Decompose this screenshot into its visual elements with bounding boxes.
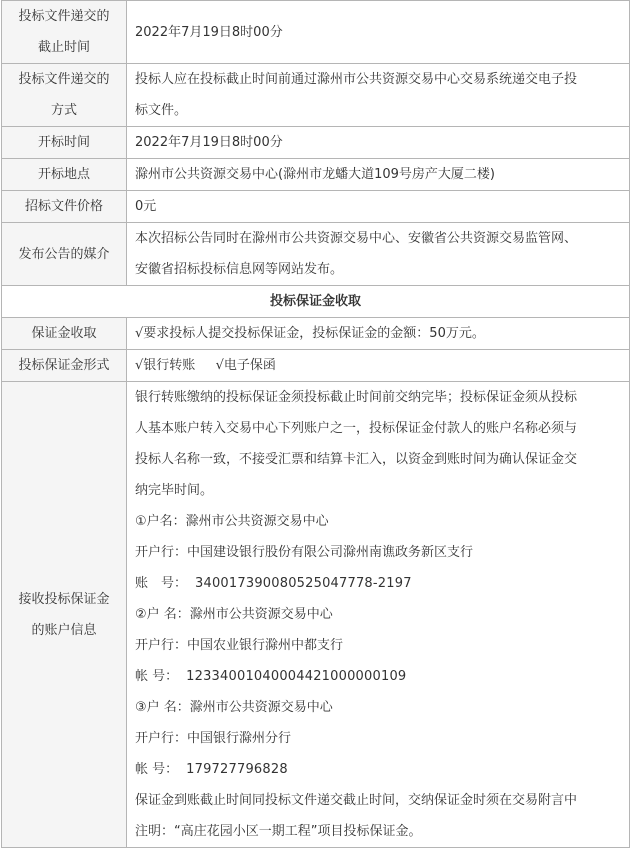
section-title: 投标保证金收取 bbox=[2, 286, 630, 318]
row-deposit-form bbox=[2, 350, 630, 382]
value-method: 投标人应在投标截止时间前通过滁州市公共资源交易中心交易系统递交电子投 标文件。 bbox=[127, 64, 630, 127]
label-price: 招标文件价格 bbox=[2, 191, 127, 223]
row-method bbox=[2, 64, 630, 127]
label-deposit-form: 投标保证金形式 bbox=[2, 350, 127, 382]
value-open-time: 2022年7月19日8时00分 bbox=[127, 127, 630, 159]
account-2-name: ②户 名：滁州市公共资源交易中心 bbox=[135, 607, 333, 622]
row-open-time bbox=[2, 127, 630, 159]
value-open-place: 滁州市公共资源交易中心(滁州市龙蟠大道109号房产大厦二楼) bbox=[127, 159, 630, 191]
account-1-bank: 开户行：中国建设银行股份有限公司滁州南谯政务新区支行 bbox=[135, 545, 474, 560]
option-bank-transfer: 银行转账 bbox=[143, 358, 196, 373]
row-open-place bbox=[2, 159, 630, 191]
label-deposit: 保证金收取 bbox=[2, 318, 127, 350]
accounts-note: 保证金到账截止时间同投标文件递交截止时间，交纳保证金时须在交易附言中 bbox=[135, 793, 578, 808]
checkmark-icon: √ bbox=[215, 358, 224, 373]
row-media bbox=[2, 223, 630, 286]
label-media: 发布公告的媒介 bbox=[2, 223, 127, 286]
value-deposit bbox=[127, 318, 630, 350]
tender-info-table bbox=[1, 0, 630, 848]
row-deposit bbox=[2, 318, 630, 350]
row-section-title bbox=[2, 286, 630, 318]
account-1-name: ①户名：滁州市公共资源交易中心 bbox=[135, 514, 329, 529]
value-deposit-form bbox=[127, 350, 630, 382]
deposit-text: 要求投标人提交投标保证金，投标保证金的金额：50万元。 bbox=[143, 326, 485, 341]
label-open-time: 开标时间 bbox=[2, 127, 127, 159]
option-e-guarantee: 电子保函 bbox=[223, 358, 276, 373]
label-deadline: 投标文件递交的 截止时间 bbox=[2, 1, 127, 64]
checkmark-icon: √ bbox=[135, 326, 144, 341]
account-3-name: ③户 名：滁州市公共资源交易中心 bbox=[135, 700, 333, 715]
account-1-number: 账 号： 340017390080525047778-2197 bbox=[135, 576, 412, 591]
accounts-intro: 银行转账缴纳的投标保证金须投标截止时间前交纳完毕；投标保证金须从投标 bbox=[135, 390, 578, 405]
value-accounts: 银行转账缴纳的投标保证金须投标截止时间前交纳完毕；投标保证金须从投标 人基本账户转入交易中心下列账户之一，投标保证金付款人的账户名称必须与 投标人名称一致，不接受汇票和结算卡汇入，以资金到账时间为确认保证金交 纳完毕时间。 ①户名：滁州市公共资源交易中心 开户行：中国建设银行股份有限公司滁州南谯政务新区支行 账 号： 340017390080525047778-2197 ②户 名：滁州市公共资源交易中心 开户行：中国农业银行滁州中都支行 帐 号： 12334001040004421000000109 ③户 名：滁州市公共资源交易中心 开户行：中国银行滁州分行 帐 号： 179727796828 保证金到账截止时间同投标文件递交截止时间，交纳保证金时须在交易附言中 注明：“高庄花园小区一期工程”项目投标保证金。 bbox=[127, 382, 630, 848]
row-deadline bbox=[2, 1, 630, 64]
account-3-number: 帐 号： 179727796828 bbox=[135, 762, 288, 777]
label-open-place: 开标地点 bbox=[2, 159, 127, 191]
account-2-bank: 开户行：中国农业银行滁州中都支行 bbox=[135, 638, 344, 653]
row-price bbox=[2, 191, 630, 223]
label-method: 投标文件递交的 方式 bbox=[2, 64, 127, 127]
account-3-bank: 开户行：中国银行滁州分行 bbox=[135, 731, 292, 746]
value-price: 0元 bbox=[127, 191, 630, 223]
account-2-number: 帐 号： 12334001040004421000000109 bbox=[135, 669, 407, 684]
checkmark-icon: √ bbox=[135, 358, 144, 373]
value-media: 本次招标公告同时在滁州市公共资源交易中心、安徽省公共资源交易监管网、 安徽省招标投标信息网等网站发布。 bbox=[127, 223, 630, 286]
row-accounts bbox=[2, 382, 630, 848]
label-accounts: 接收投标保证金 的账户信息 bbox=[2, 382, 127, 848]
value-deadline: 2022年7月19日8时00分 bbox=[127, 1, 630, 64]
